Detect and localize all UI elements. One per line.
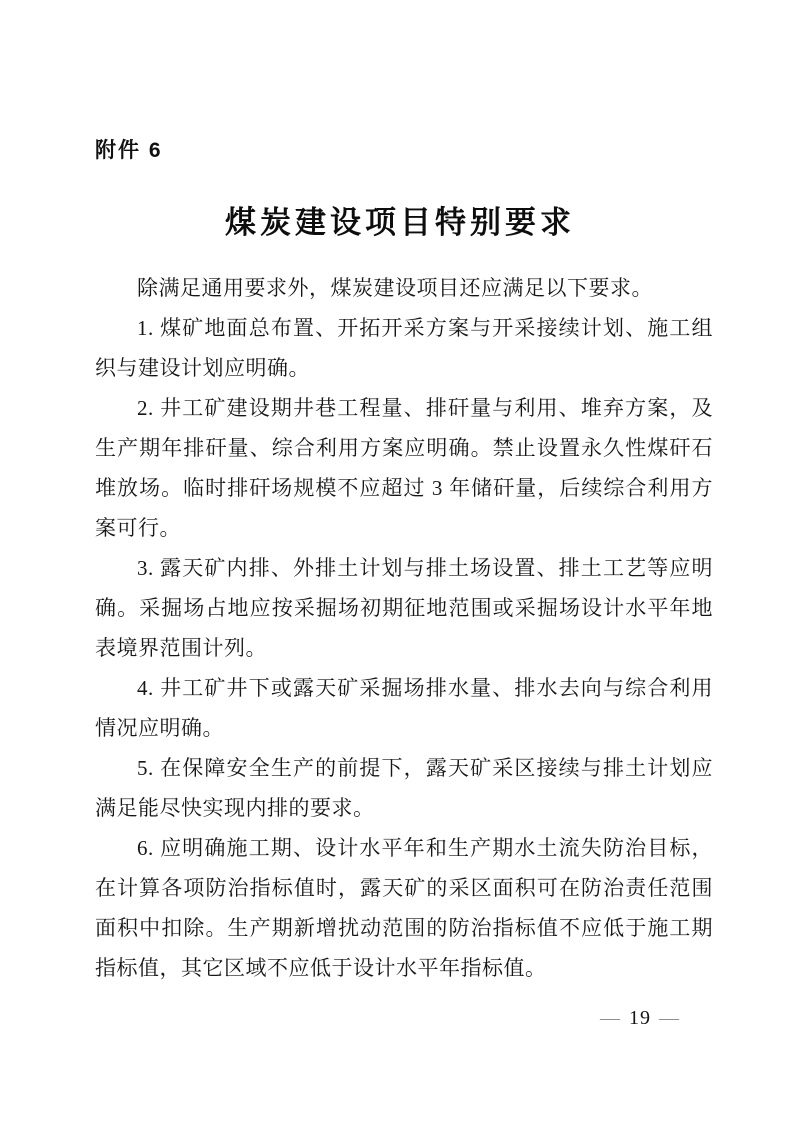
- page-number: [592, 1007, 688, 1030]
- page-number-value: 19: [629, 1007, 651, 1029]
- body-paragraph-3: 3. 露天矿内排、外排土计划与排土场设置、排土工艺等应明确。采掘场占地应按采掘场初期征地范围或采掘场设计水平年地表境界范围计列。: [95, 556, 713, 660]
- body-paragraph-6: 6. 应明确施工期、设计水平年和生产期水土流失防治目标，在计算各项防治指标值时，露天矿的采区面积可在防治责任范围面积中扣除。生产期新增扰动范围的防治指标值不应低于施工期指标值，其它区域不应低于设计水平年指标值。: [95, 836, 713, 980]
- body-paragraph-intro: 除满足通用要求外，煤炭建设项目还应满足以下要求。: [137, 276, 653, 300]
- page-number-right-dash: —: [659, 1007, 680, 1029]
- body-paragraph-1: 1. 煤矿地面总布置、开拓开采方案与开采接续计划、施工组织与建设计划应明确。: [95, 316, 713, 380]
- page-number-left-dash: —: [600, 1007, 621, 1029]
- attachment-label: 附件 6: [95, 139, 163, 162]
- body-paragraph-2: 2. 井工矿建设期井巷工程量、排矸量与利用、堆弃方案，及生产期年排矸量、综合利用方案应明确。禁止设置永久性煤矸石堆放场。临时排矸场规模不应超过 3 年储矸量，后续综合利用方案可行。: [95, 396, 713, 540]
- document-body: [95, 268, 713, 988]
- body-paragraph-5: 5. 在保障安全生产的前提下，露天矿采区接续与排土计划应满足能尽快实现内排的要求。: [95, 756, 713, 820]
- body-paragraph-4: 4. 井工矿井下或露天矿采掘场排水量、排水去向与综合利用情况应明确。: [95, 676, 713, 740]
- page-title: 煤炭建设项目特别要求: [225, 204, 575, 240]
